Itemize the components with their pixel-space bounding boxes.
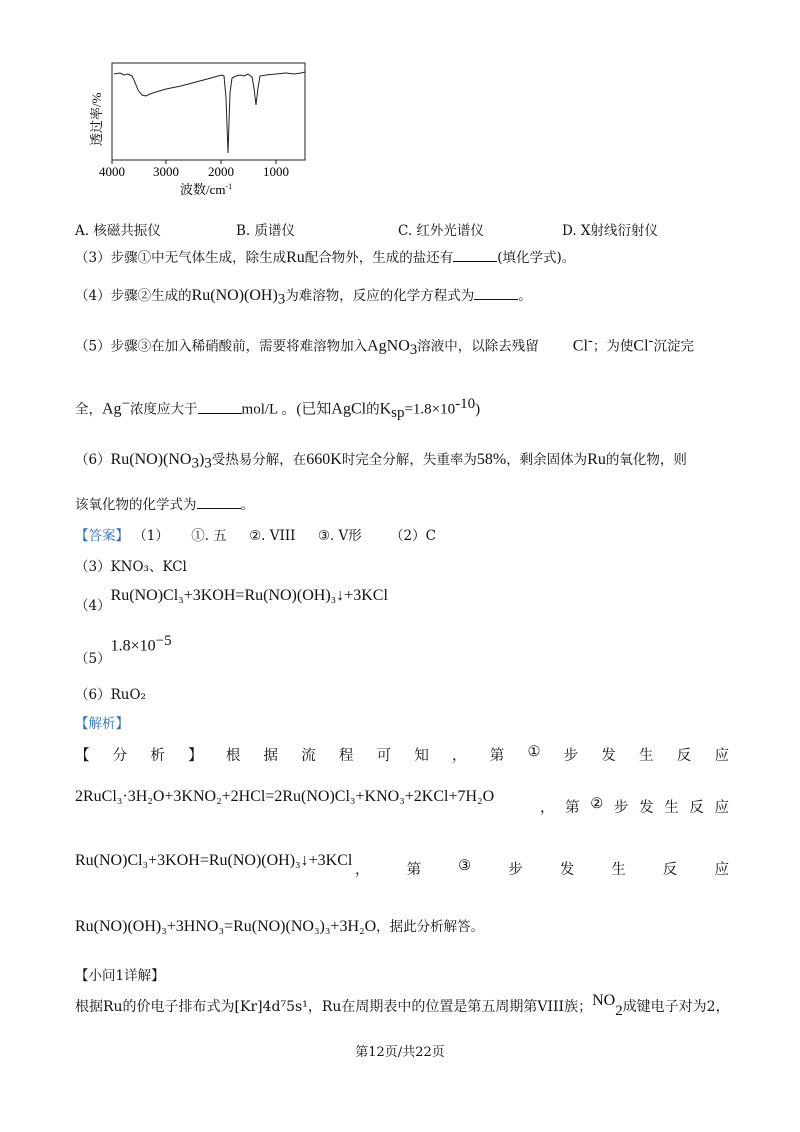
detail-title: 【小问1详解】 xyxy=(75,968,165,984)
tick-1000: 1000 xyxy=(263,164,289,179)
tick-3000: 3000 xyxy=(153,164,179,179)
page-footer: 第12页/共22页 xyxy=(355,1045,445,1060)
equation-3: Ru(NO)(OH)₃+3HNO₃=Ru(NO)(NO₃)₃+3H₂O，据此分析解答。 xyxy=(75,918,485,935)
equation-1-tail: ， 第 ② 步 发 生 反 应 xyxy=(540,796,729,816)
answer-q3: （3）KNO₃、KCl xyxy=(75,559,187,575)
spectrum-ylabel: 透过率/% xyxy=(89,92,104,146)
equation-1: 2RuCl₃·3H₂O+3KNO₂+2HCl=2Ru(NO)Cl₃+KNO₃+2KCl+7H₂O xyxy=(75,788,495,805)
analysis-intro: 【 分 析 】 根 据 流 程 可 知 ， 第 ① 步 发 生 反 应 xyxy=(75,744,729,764)
analysis-label: 【解析】 xyxy=(75,716,129,732)
option-a: A. 核磁共振仪 xyxy=(75,223,161,239)
question-6-line1: $(6)Ru(NO)(NO_3)_3$受热易分解，在660K时完全分解，失重率为58%，剩余固体为Ru的氧化物，则 xyxy=(75,451,687,472)
answer-q6: （6）RuO₂ xyxy=(75,687,146,703)
question-5-line1: （5）步骤③在加入稀硝酸前，需要将难溶物加入AgNO$_3$溶液中，以除去残留 Cl-；为使Cl-沉淀完 xyxy=(75,333,695,359)
option-b: B. 质谱仪 xyxy=(236,223,296,239)
spectrum-curve xyxy=(114,72,305,153)
tick-4000: 4000 xyxy=(99,164,125,179)
question-3: （3）步骤①中无气体生成，除生成Ru配合物外，生成的盐还有 (填化学式)。 xyxy=(75,249,576,266)
spectrum-frame xyxy=(112,63,305,160)
question-6-line2: 该氧化物的化学式为 。 xyxy=(75,497,254,513)
answer-q5: $(5)1.8\times 10^{-5}$ xyxy=(75,633,172,667)
tick-2000: 2000 xyxy=(208,164,234,179)
option-d: D. X射线衍射仪 xyxy=(562,223,659,239)
option-c: C. 红外光谱仪 xyxy=(398,223,484,239)
detail-text: 根据Ru的价电子排布式为[Kr]4d⁷5s¹，Ru在周期表中的位置是第五周期第VIII族；$NO_2$成键电子对为2， xyxy=(75,992,730,1019)
answer-label: 【答案】 xyxy=(75,528,129,544)
spectrum-xlabel: 波数$/cm^{-1}$ xyxy=(180,182,233,197)
answer-q4: （4）Ru(NO)Cl₃+3KOH=Ru(NO)(OH)₃↓+3KCl xyxy=(75,587,388,614)
ir-spectrum-figure xyxy=(86,58,316,208)
question-4: （4）步骤②生成的$Ru(NO)(OH)_3$为难溶物，反应的化学方程式为 。 xyxy=(75,287,532,308)
question-5-line2: 全，Ag−浓度应大于 mol/L 。(已知AgCl的$K_{sp}=1.8\times 10^{-10}$) xyxy=(75,396,481,422)
answer-line1: 【答案】 （1） ①. 五 ②. VIII ③. V形 （2）C xyxy=(75,528,436,544)
equation-2: Ru(NO)Cl₃+3KOH=Ru(NO)(OH)₃↓+3KCl xyxy=(75,852,353,869)
equation-2-tail: ， 第 ③ 步 发 生 反 应 xyxy=(355,858,729,878)
